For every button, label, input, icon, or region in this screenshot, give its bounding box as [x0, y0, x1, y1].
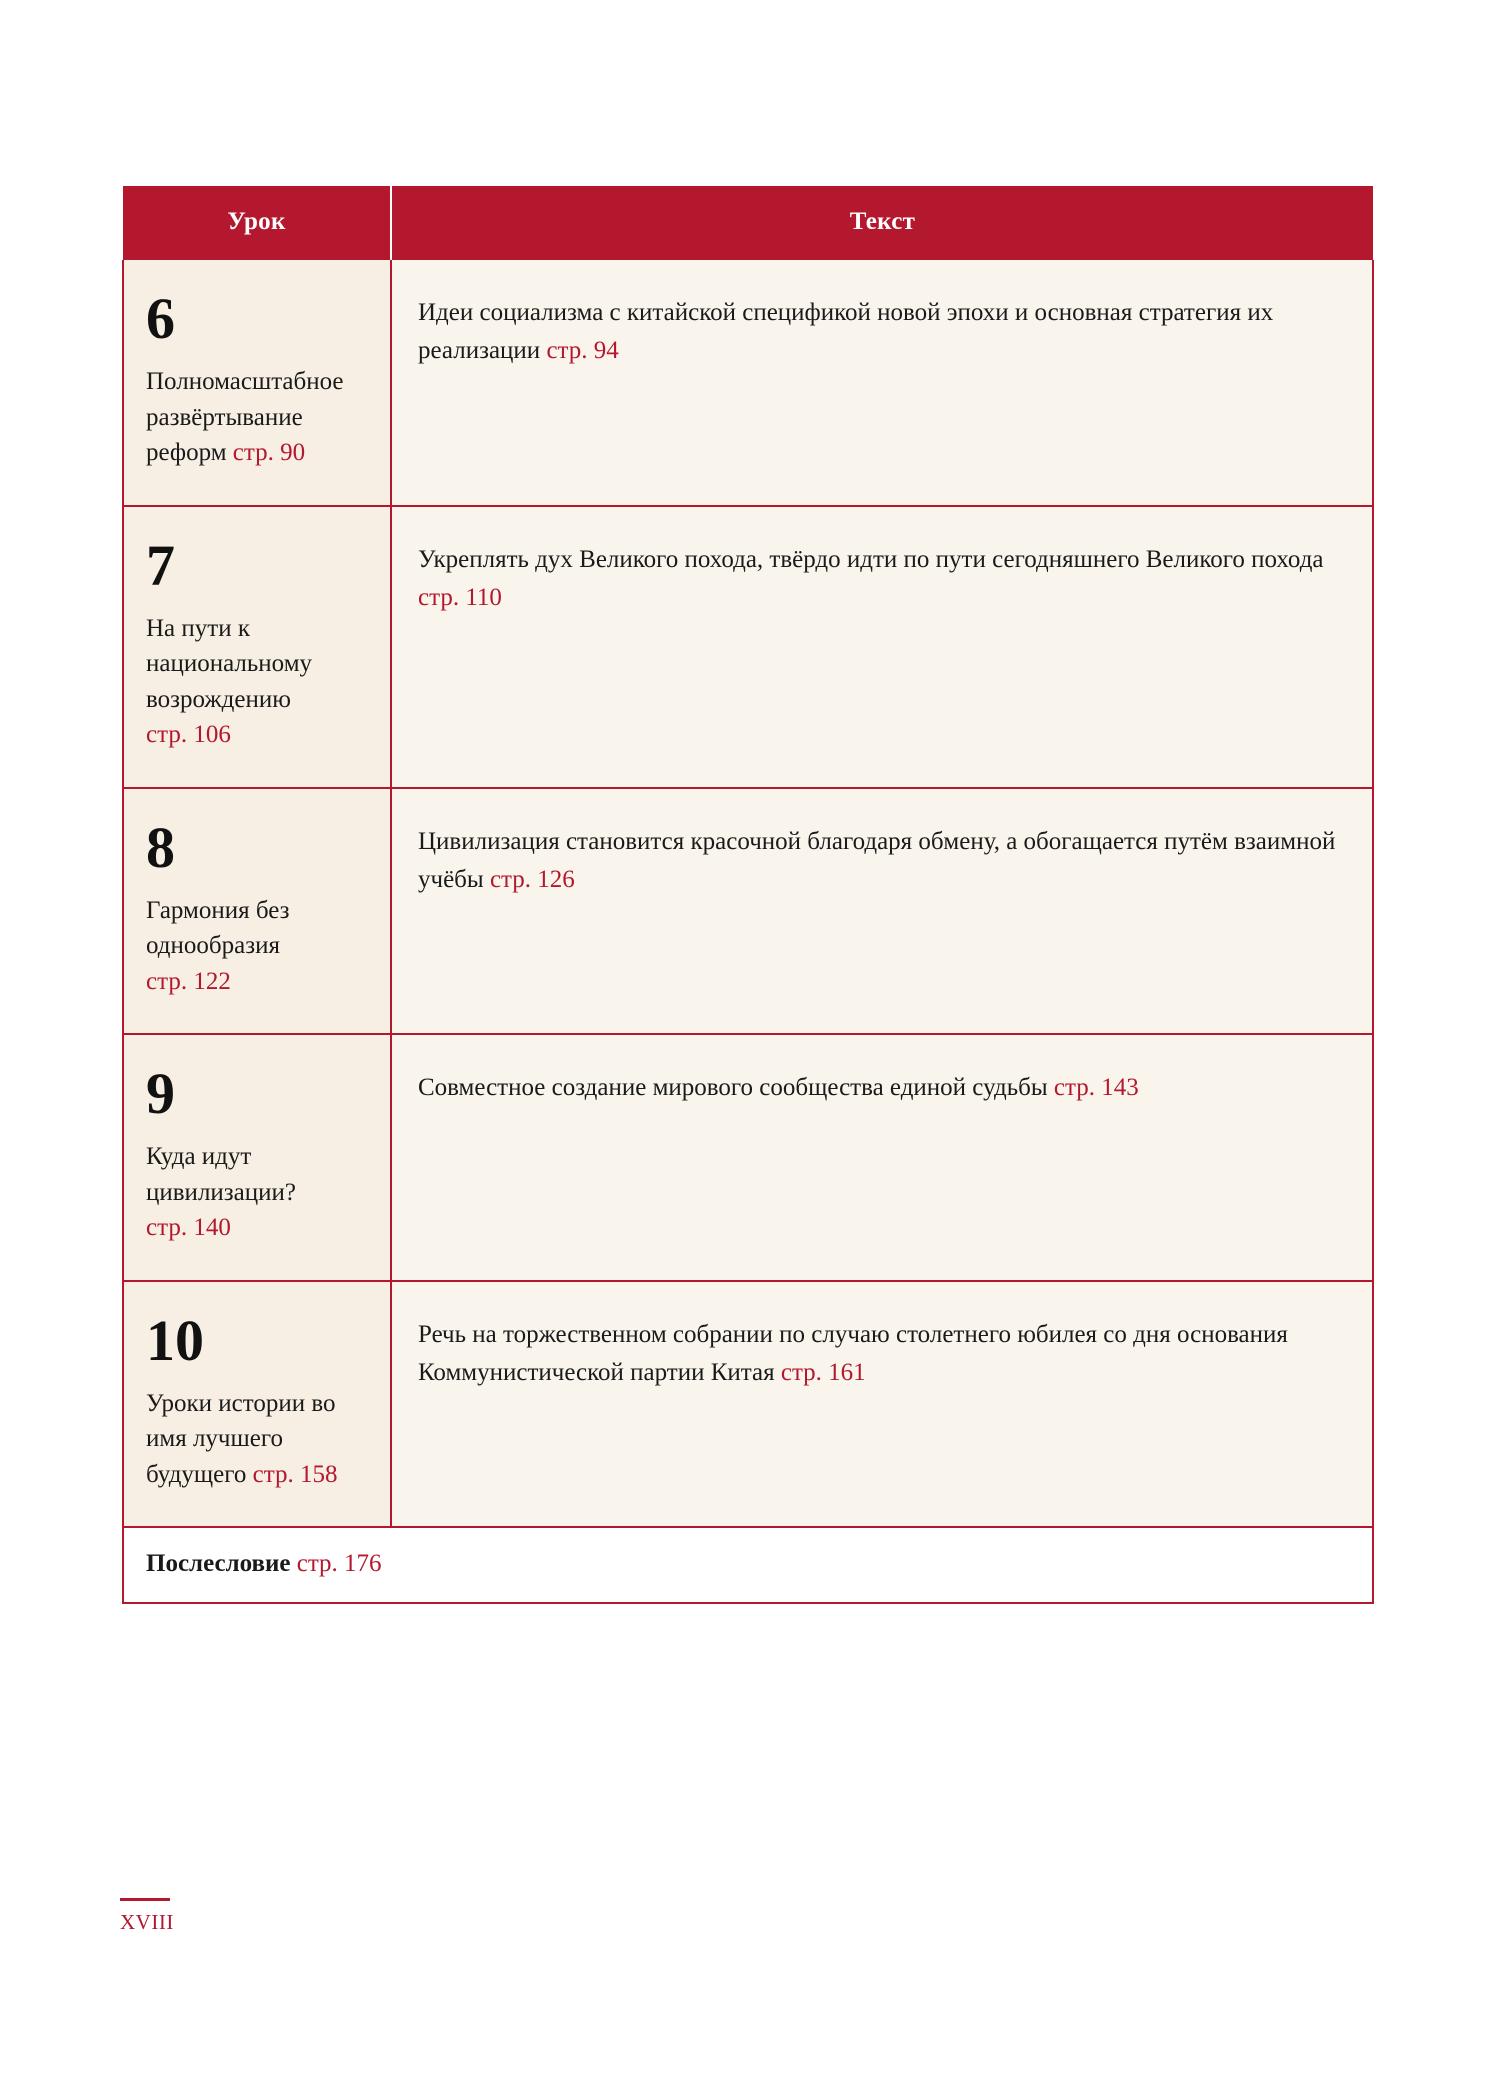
column-header-text: Текст: [391, 186, 1373, 260]
lesson-page-ref[interactable]: стр. 140: [146, 1214, 231, 1241]
text-description-label: Идеи социализма с китайской спецификой новой эпохи и основная стратегия их реализации: [418, 299, 1274, 364]
lesson-title-label: На пути к национальному возрождению: [146, 614, 313, 713]
lesson-number: 9: [146, 1061, 175, 1126]
lesson-cell: [123, 260, 391, 506]
lesson-page-ref[interactable]: стр. 90: [232, 439, 306, 466]
lesson-title: [146, 364, 362, 471]
afterword-row: [123, 1527, 1373, 1603]
lesson-page-ref[interactable]: стр. 158: [252, 1460, 338, 1488]
text-page-ref[interactable]: стр. 143: [1053, 1074, 1139, 1101]
column-header-lesson: Урок: [123, 186, 391, 260]
page-folio: [120, 1898, 320, 1935]
lesson-title: [146, 1386, 362, 1493]
afterword-label: Послесловие: [146, 1550, 291, 1577]
text-description: [418, 541, 1342, 617]
table-row: [123, 260, 1373, 506]
lesson-title: [146, 893, 362, 1000]
text-description: [418, 823, 1342, 899]
afterword-page-ref[interactable]: стр. 176: [296, 1550, 382, 1577]
table-of-contents: [122, 186, 1374, 1604]
lesson-title-label: Уроки истории во имя лучшего будущего: [146, 1389, 336, 1488]
text-description-label: Цивилизация становится красочной благодаря обмену, а обогащается путём взаимной учёбы: [418, 827, 1336, 893]
text-cell: [391, 260, 1373, 506]
lesson-title-label: Полномасштабное развёртывание реформ: [146, 368, 344, 466]
lesson-title: [146, 1139, 362, 1246]
text-page-ref[interactable]: стр. 161: [780, 1358, 866, 1386]
lesson-page-ref[interactable]: стр. 106: [146, 721, 231, 748]
table-header-row: [123, 186, 1373, 260]
text-page-ref[interactable]: стр. 110: [418, 583, 502, 611]
text-page-ref[interactable]: стр. 94: [546, 337, 619, 364]
lesson-title-label: Куда идут цивилизации?: [146, 1143, 296, 1206]
text-cell: [391, 1034, 1373, 1281]
lesson-page-ref[interactable]: стр. 122: [146, 967, 231, 995]
lesson-number: 6: [146, 286, 175, 351]
table-row: [123, 1281, 1373, 1528]
afterword-cell: [123, 1527, 1373, 1603]
page-number: XVIII: [120, 1910, 174, 1934]
lesson-cell: [123, 788, 391, 1035]
text-description: [418, 1316, 1342, 1392]
text-page-ref[interactable]: стр. 126: [489, 865, 575, 893]
lesson-number: 8: [146, 814, 175, 880]
table-row: [123, 1034, 1373, 1281]
lesson-cell: [123, 1034, 391, 1281]
text-description: [418, 294, 1342, 370]
text-description-label: Укреплять дух Великого похода, твёрдо идти по пути сегодняшнего Великого похода: [418, 545, 1324, 573]
text-description-label: Речь на торжественном собрании по случаю столетнего юбилея со дня основания Коммунистической партии Китая: [418, 1320, 1288, 1386]
lesson-title-label: Гармония без однообразия: [146, 896, 290, 959]
text-cell: [391, 788, 1373, 1035]
table-row: [123, 788, 1373, 1035]
text-cell: [391, 1281, 1373, 1528]
text-cell: [391, 506, 1373, 788]
text-description: [418, 1069, 1342, 1107]
folio-rule: [120, 1898, 170, 1901]
table-row: [123, 506, 1373, 788]
lesson-cell: [123, 506, 391, 788]
lesson-number: 7: [146, 532, 175, 598]
lesson-cell: [123, 1281, 391, 1528]
lesson-title: [146, 611, 362, 753]
lesson-number: 10: [146, 1307, 204, 1373]
text-description-label: Совместное создание мирового сообщества единой судьбы: [418, 1074, 1048, 1101]
